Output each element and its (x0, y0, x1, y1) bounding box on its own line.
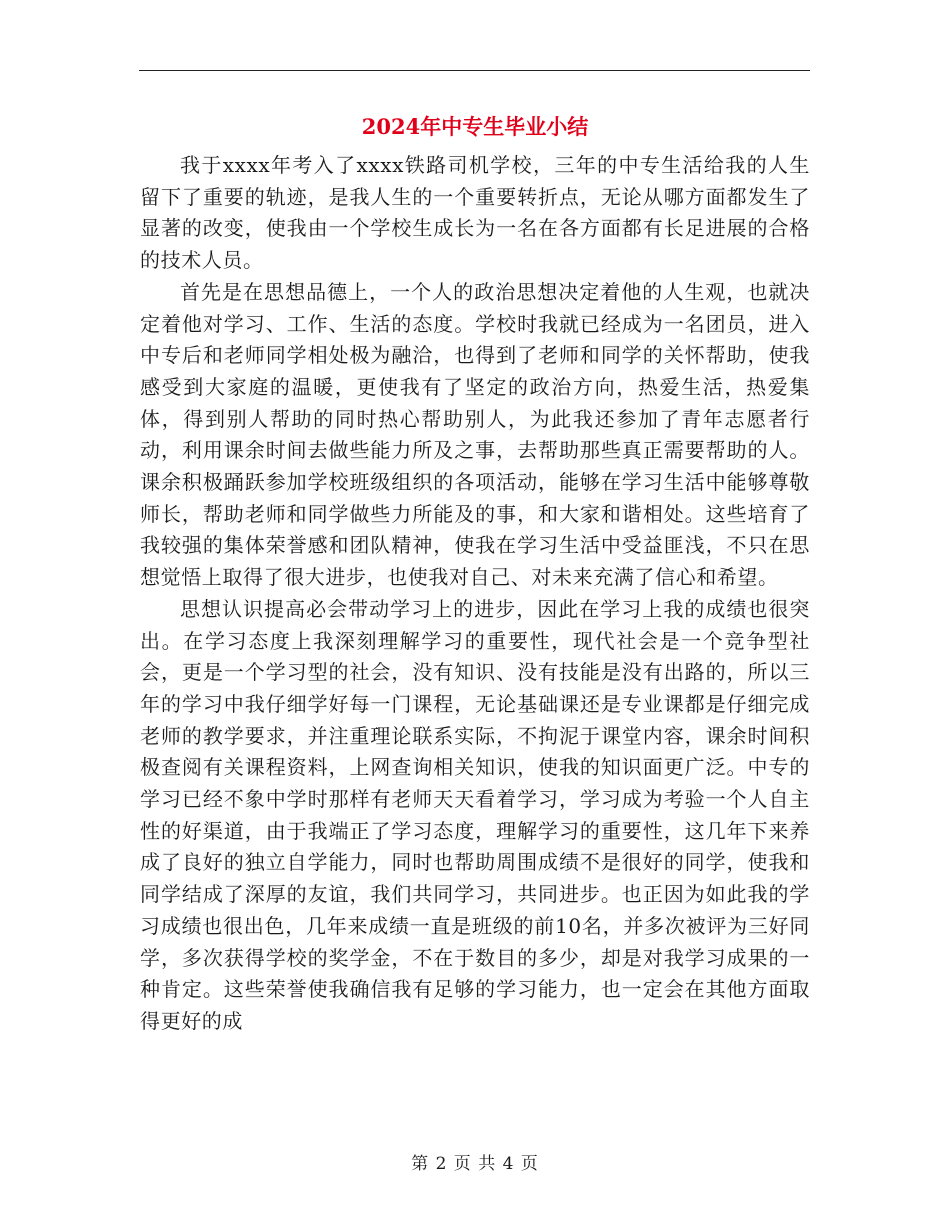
page-number: 第 2 页 共 4 页 (411, 1154, 539, 1174)
document-title: 2024年中专生毕业小结 (361, 114, 589, 139)
document-body (140, 150, 810, 1038)
paragraph-intro: 我于xxxx年考入了xxxx铁路司机学校，三年的中专生活给我的人生留下了重要的轨迹，是我人生的一个重要转折点，无论从哪方面都发生了显著的改变，使我由一个学校生成长为一名在各方面都有长足进展的合格的技术人员。 (140, 153, 810, 273)
header-rule (139, 70, 810, 71)
paragraph-ideology: 首先是在思想品德上，一个人的政治思想决定着他的人生观，也就决定着他对学习、工作、生活的态度。学校时我就已经成为一名团员，进入中专后和老师同学相处极为融洽，也得到了老师和同学的关怀帮助，使我感受到大家庭的温暖，更使我有了坚定的政治方向，热爱生活，热爱集体，得到别人帮助的同时热心帮助别人，为此我还参加了青年志愿者行动，利用课余时间去做些能力所及之事，去帮助那些真正需要帮助的人。课余积极踊跃参加学校班级组织的各项活动，能够在学习生活中能够尊敬师长，帮助老师和同学做些力所能及的事，和大家和谐相处。这些培育了我较强的集体荣誉感和团队精神，使我在学习生活中受益匪浅，不只在思想觉悟上取得了很大进步，也使我对自己、对未来充满了信心和希望。 (140, 279, 810, 590)
paragraph-study: 思想认识提高必会带动学习上的进步，因此在学习上我的成绩也很突出。在学习态度上我深刻理解学习的重要性，现代社会是一个竞争型社会，更是一个学习型的社会，没有知识、没有技能是没有出路的，所以三年的学习中我仔细学好每一门课程，无论基础课还是专业课都是仔细完成老师的教学要求，并注重理论联系实际，不拘泥于课堂内容，课余时间积极查阅有关课程资料，上网查询相关知识，使我的知识面更广泛。中专的学习已经不象中学时那样有老师天天看着学习，学习成为考验一个人自主性的好渠道，由于我端正了学习态度，理解学习的重要性，这几年下来养成了良好的独立自学能力，同时也帮助周围成绩不是很好的同学，使我和同学结成了深厚的友谊，我们共同学习，共同进步。也正因为如此我的学习成绩也很出色，几年来成绩一直是班级的前10名，并多次被评为三好同学，多次获得学校的奖学金，不在于数目的多少，却是对我学习成果的一种肯定。这些荣誉使我确信我有足够的学习能力，也一定会在其他方面取得更好的成 (140, 596, 810, 1033)
